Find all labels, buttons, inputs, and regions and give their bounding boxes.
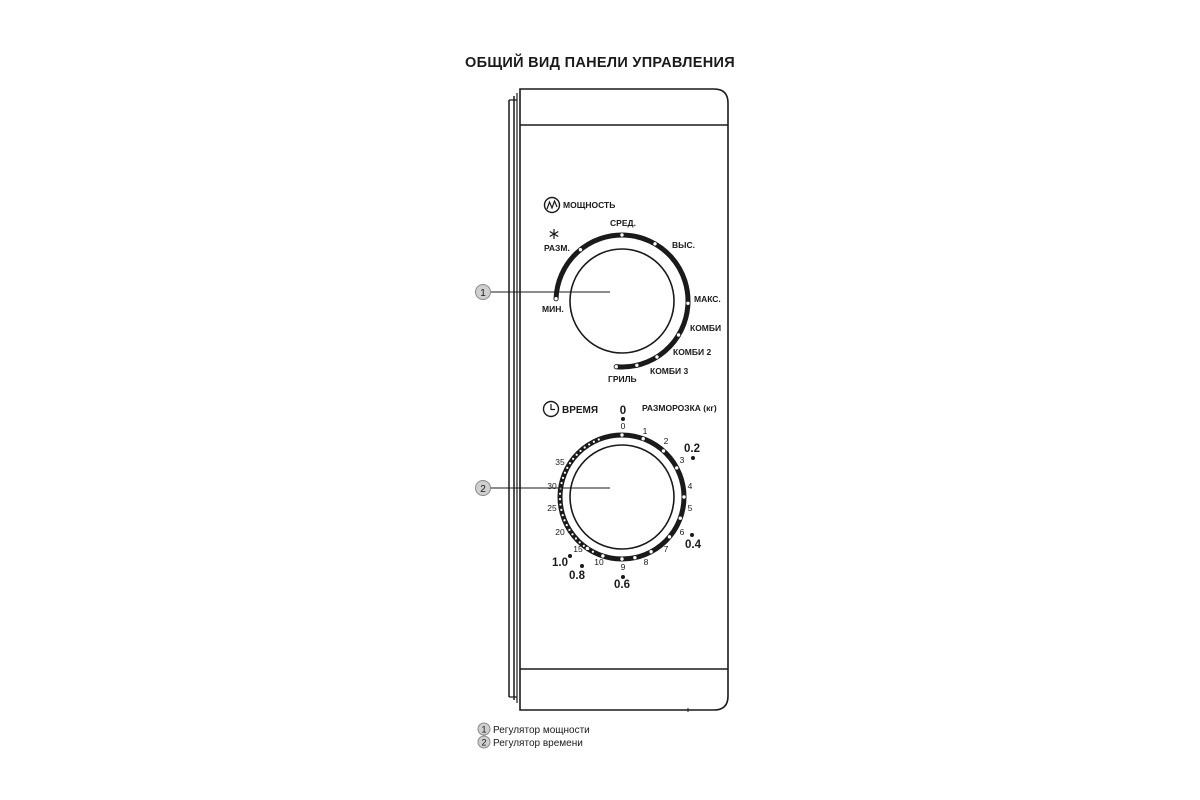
snowflake-icon	[550, 229, 559, 239]
time-tick-5: 5	[687, 503, 693, 513]
time-major-tick-7	[649, 550, 652, 553]
power-setting-min: МИН.	[542, 304, 564, 314]
time-fine-tick	[559, 493, 561, 495]
legend-item-1-text: Регулятор мощности	[493, 725, 590, 736]
power-mark-1	[578, 248, 582, 252]
time-major-tick-2	[662, 449, 665, 452]
defrost-label: РАЗМОРОЗКА (кг)	[642, 403, 717, 413]
time-fine-tick	[584, 446, 586, 448]
defrost-dot-0-8	[580, 564, 584, 568]
defrost-mark-0-2: 0.2	[684, 443, 700, 455]
time-major-tick-3	[675, 466, 678, 469]
time-fine-tick	[560, 482, 562, 484]
power-mark-7	[635, 363, 639, 367]
time-fine-tick	[592, 551, 594, 553]
time-tick-15: 15	[573, 544, 583, 554]
time-fine-tick	[562, 514, 564, 516]
time-major-tick-0	[620, 433, 623, 436]
time-fine-tick	[559, 498, 561, 500]
power-setting-defrost: РАЗМ.	[544, 243, 570, 253]
time-major-tick-8	[633, 556, 636, 559]
power-setting-combi: КОМБИ	[690, 323, 722, 333]
legend-item-1-number: 1	[481, 724, 487, 735]
power-mark-3	[653, 242, 657, 246]
time-tick-35: 35	[555, 457, 565, 467]
time-tick-8: 8	[643, 557, 649, 567]
legend-item-2	[478, 736, 583, 749]
time-tick-30: 30	[547, 481, 557, 491]
time-tick-6: 6	[679, 527, 685, 537]
time-tick-0: 0	[620, 421, 626, 431]
panel-frame	[509, 89, 728, 712]
time-fine-tick	[588, 443, 590, 445]
time-fine-tick	[571, 533, 573, 535]
callout-1-number: 1	[480, 288, 486, 299]
time-tick-2: 2	[663, 436, 669, 446]
power-setting-medium: СРЕД.	[610, 218, 636, 228]
time-fine-tick	[593, 441, 595, 443]
time-tick-25: 25	[547, 503, 557, 513]
time-fine-tick	[568, 529, 570, 531]
time-fine-tick	[560, 509, 562, 511]
time-tick-9: 9	[620, 562, 626, 572]
power-setting-combi2: КОМБИ 2	[673, 347, 712, 357]
time-fine-tick	[583, 545, 585, 547]
time-major-tick-6	[668, 535, 671, 538]
power-setting-high: ВЫС.	[672, 240, 695, 250]
defrost-mark-0: 0	[619, 405, 627, 417]
power-mark-6	[655, 355, 659, 359]
time-fine-tick	[566, 467, 568, 469]
diagram-title: ОБЩИЙ ВИД ПАНЕЛИ УПРАВЛЕНИЯ	[465, 55, 735, 71]
legend-item-2-text: Регулятор времени	[493, 738, 583, 749]
defrost-mark-0-4: 0.4	[685, 539, 701, 551]
time-major-tick-9	[620, 557, 623, 560]
power-label: МОЩНОСТЬ	[563, 200, 616, 210]
time-fine-tick	[575, 537, 577, 539]
power-setting-max: МАКС.	[694, 294, 721, 304]
power-mark-8	[614, 365, 618, 369]
time-fine-tick	[572, 458, 574, 460]
time-major-tick-11	[586, 547, 589, 550]
time-knob[interactable]	[570, 445, 674, 549]
time-tick-3: 3	[679, 455, 685, 465]
defrost-dot-1-0	[568, 554, 572, 558]
defrost-dot-0-2	[691, 456, 695, 460]
time-tick-4: 4	[687, 481, 693, 491]
power-mark-4	[686, 301, 690, 305]
time-label: ВРЕМЯ	[562, 405, 599, 416]
legend	[478, 723, 590, 749]
power-knob[interactable]	[570, 249, 674, 353]
power-label-group	[545, 198, 616, 213]
legend-item-2-number: 2	[481, 737, 487, 748]
time-fine-tick	[566, 524, 568, 526]
time-major-tick-5	[679, 517, 682, 520]
power-dial[interactable]	[554, 233, 690, 369]
time-tick-20: 20	[555, 527, 565, 537]
defrost-dot-0-4	[690, 533, 694, 537]
power-setting-grill: ГРИЛЬ	[608, 374, 637, 384]
power-mark-2	[620, 233, 624, 237]
callout-2-number: 2	[480, 484, 486, 495]
time-tick-7: 7	[663, 544, 669, 554]
defrost-dot-0	[621, 417, 625, 421]
time-tick-10: 10	[594, 557, 604, 567]
power-icon	[545, 198, 560, 213]
time-major-tick-4	[682, 495, 685, 498]
time-label-group	[544, 402, 599, 417]
time-dial[interactable]	[559, 433, 686, 560]
time-fine-tick	[564, 472, 566, 474]
time-fine-tick	[559, 503, 561, 505]
time-major-tick-1	[642, 437, 645, 440]
time-tick-1: 1	[642, 426, 648, 436]
legend-item-1	[478, 723, 590, 736]
time-fine-tick	[563, 519, 565, 521]
defrost-mark-1-0: 1.0	[552, 557, 568, 569]
time-fine-tick	[576, 454, 578, 456]
defrost-mark-0-8: 0.8	[569, 570, 585, 582]
time-fine-tick	[579, 450, 581, 452]
power-setting-combi3: КОМБИ 3	[650, 366, 689, 376]
time-fine-tick	[562, 477, 564, 479]
power-mark-0	[554, 297, 558, 301]
time-fine-tick	[598, 438, 600, 440]
power-mark-5	[676, 333, 680, 337]
defrost-mark-0-6: 0.6	[614, 579, 630, 591]
clock-icon	[544, 402, 559, 417]
time-fine-tick	[569, 462, 571, 464]
defrost-dot-0-6	[621, 575, 625, 579]
